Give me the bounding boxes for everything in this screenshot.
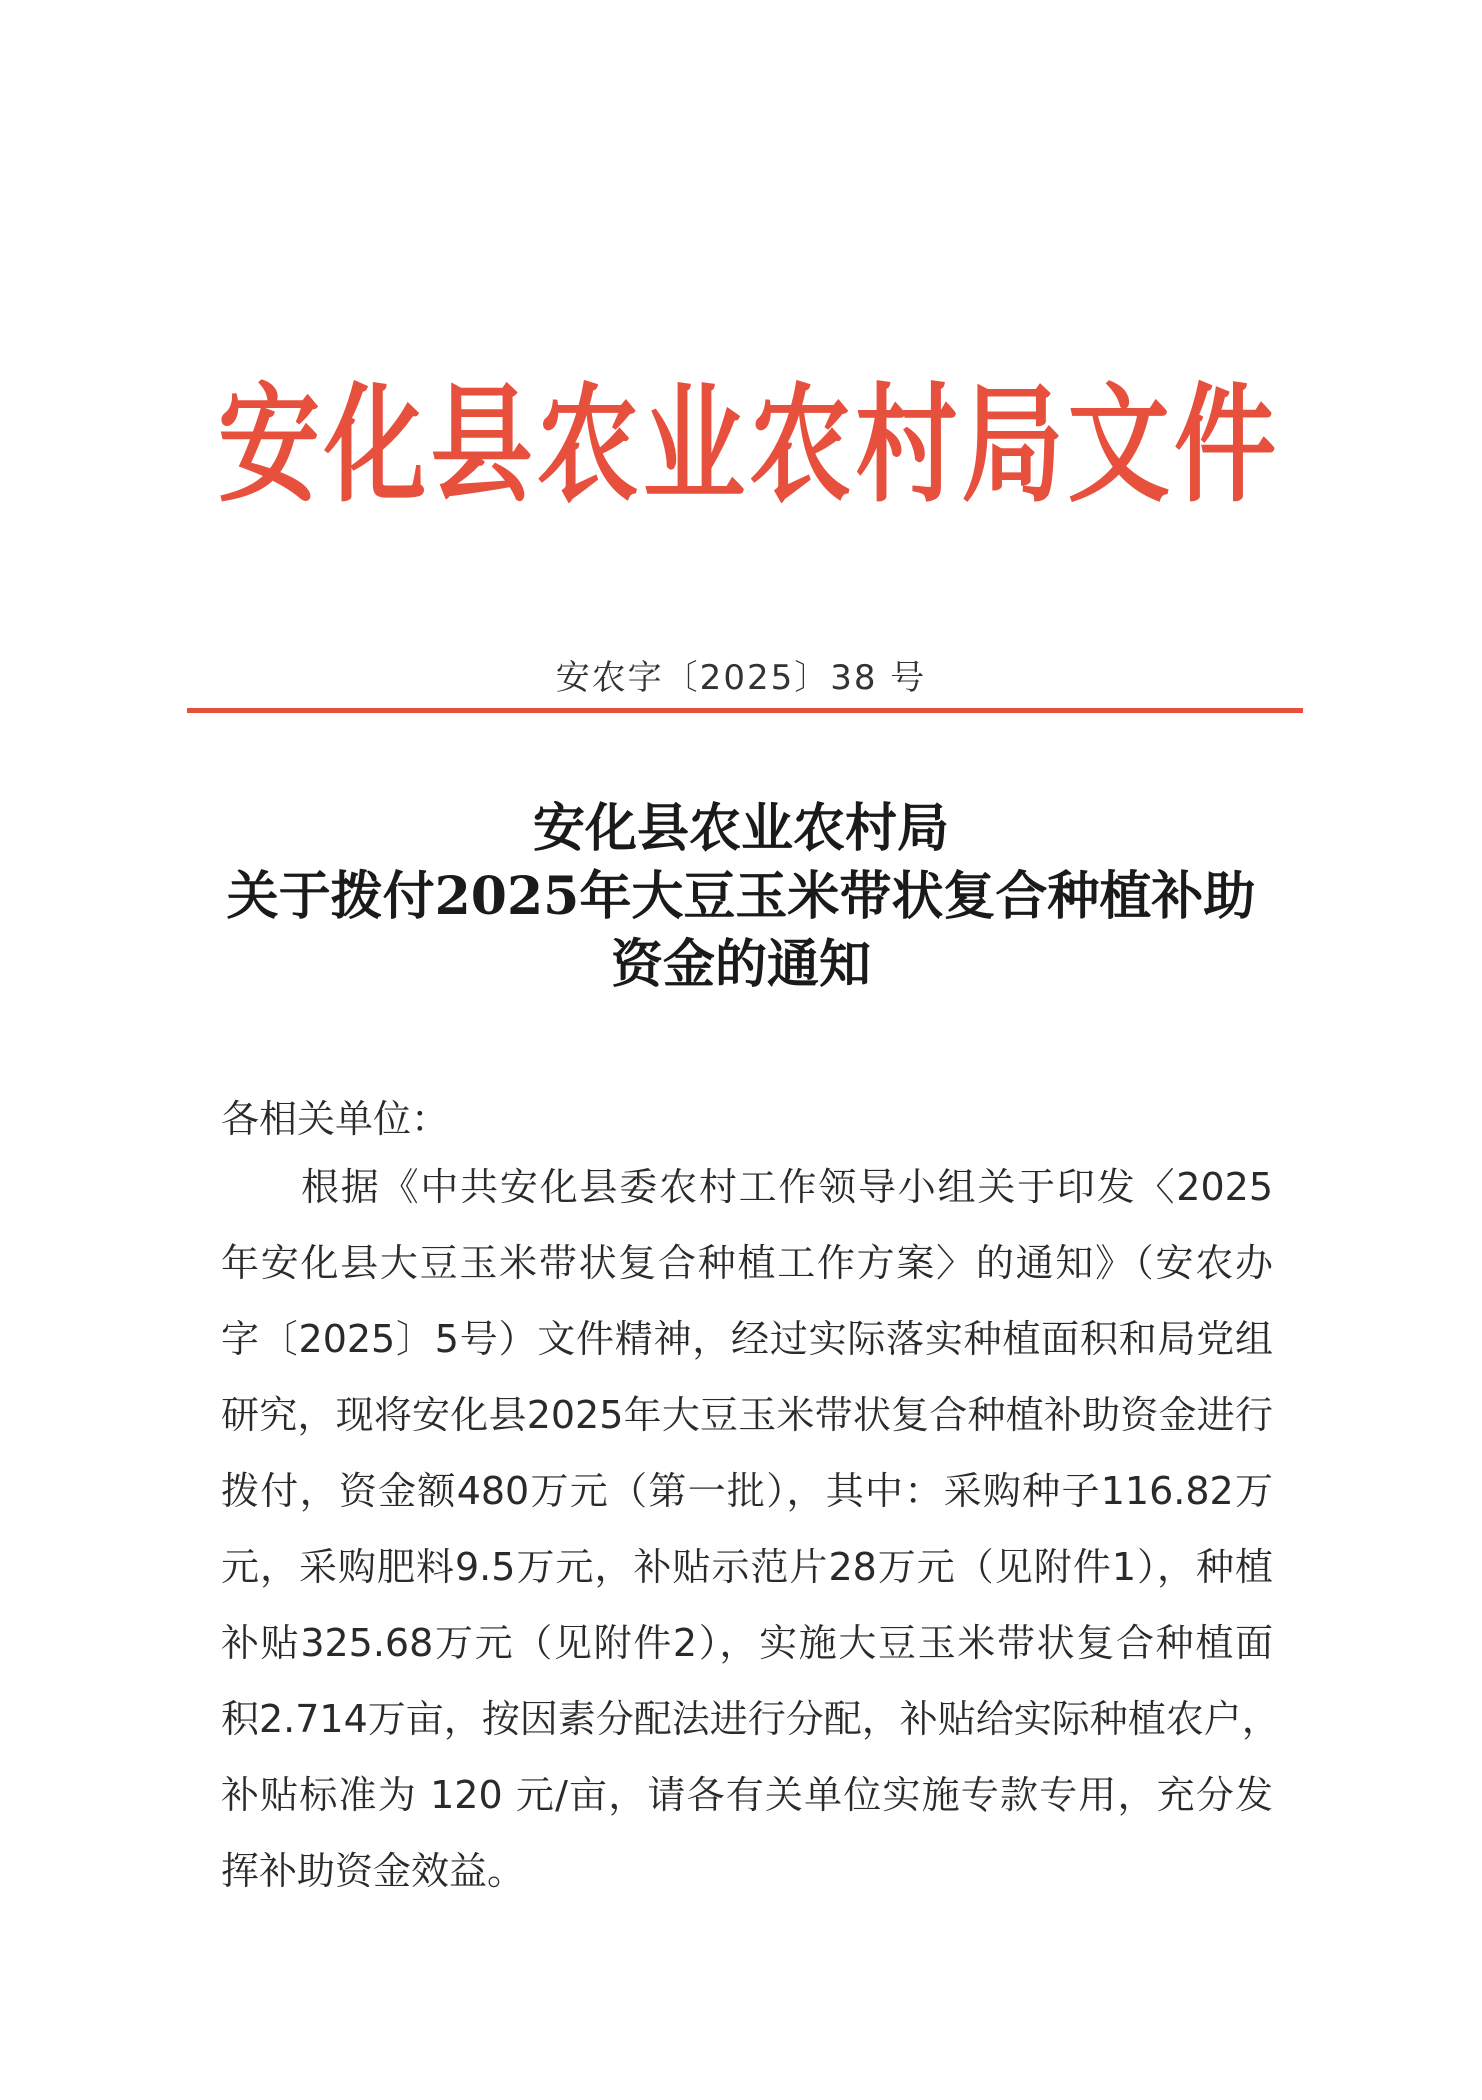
body-line: 元，采购肥料9.5万元，补贴示范片28万元（见附件1），种植 [221, 1545, 1273, 1589]
body-line: 拨付，资金额480万元（第一批），其中：采购种子116.82万 [221, 1469, 1273, 1513]
title-line: 资金的通知 [610, 934, 871, 995]
red-divider-line [187, 708, 1303, 713]
body-line: 根据《中共安化县委农村工作领导小组关于印发〈2025 [301, 1165, 1273, 1209]
title-line: 安化县农业农村局 [532, 798, 949, 859]
body-text [221, 1163, 1280, 1923]
body-line: 补贴325.68万元（见附件2），实施大豆玉米带状复合种植面 [221, 1621, 1273, 1665]
body-line: 年安化县大豆玉米带状复合种植工作方案〉的通知》（安农办 [221, 1241, 1273, 1285]
title-line: 关于拨付2025年大豆玉米带状复合种植补助 [226, 866, 1256, 927]
body-line: 挥补助资金效益。 [221, 1849, 526, 1893]
body-line: 研究，现将安化县2025年大豆玉米带状复合种植补助资金进行 [221, 1393, 1273, 1437]
body-line: 积2.714万亩，按因素分配法进行分配，补贴给实际种植农户， [221, 1697, 1280, 1741]
body-line: 字〔2025〕5号）文件精神，经过实际落实种植面积和局党组 [221, 1317, 1273, 1361]
document-title [0, 795, 1482, 999]
document-number: 安农字〔2025〕38 号 [555, 658, 927, 698]
body-line: 补贴标准为 120 元/亩，请各有关单位实施专款专用，充分发 [221, 1773, 1273, 1817]
salutation: 各相关单位： [221, 1097, 450, 1141]
document-masthead: 安化县农业农村局文件 [218, 370, 1276, 520]
